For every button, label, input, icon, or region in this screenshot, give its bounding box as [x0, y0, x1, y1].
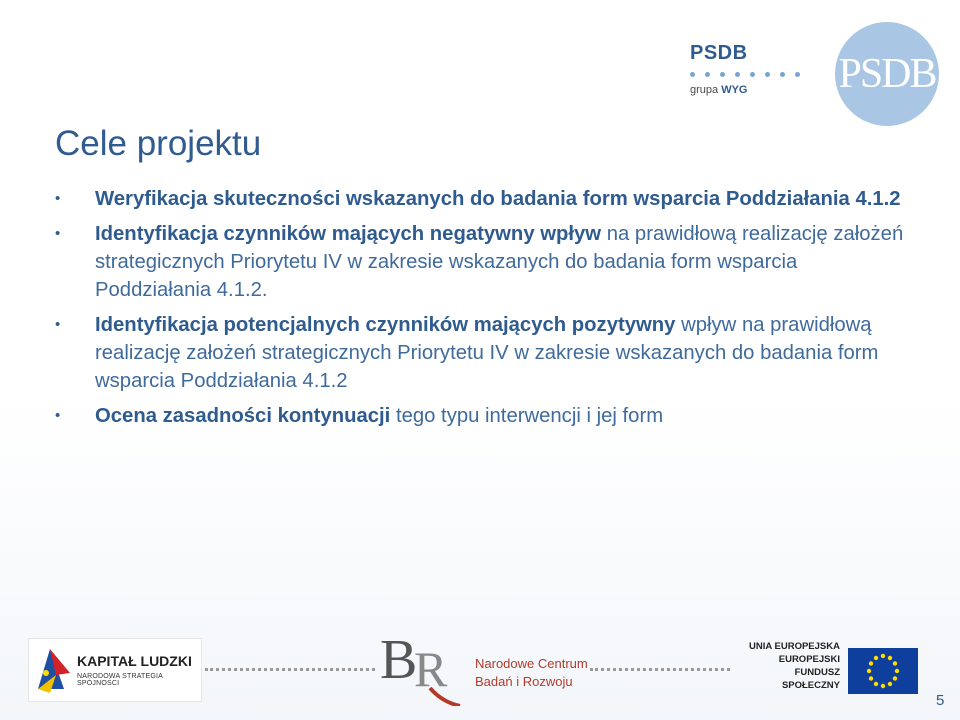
ncbr-logo: [380, 628, 590, 708]
ncbr-name-line1: Narodowe Centrum: [475, 656, 588, 671]
psdb-logo-group: [690, 84, 747, 96]
eu-stars-icon: [848, 648, 918, 694]
bullet-list: [55, 185, 905, 437]
bullet-dot-icon: •: [55, 190, 61, 207]
bullet-text: wpływ na prawidłową realizację założeń strategicznych Priorytetu IV w zakresie wskazanych do badania form wsparcia Poddziałania 4.1.2: [95, 314, 879, 392]
eu-label-line1: UNIA EUROPEJSKA: [749, 641, 840, 652]
slide-title: Cele projektu: [55, 124, 262, 163]
bullet-item: [55, 311, 905, 395]
bullet-bold-text: Weryfikacja skuteczności wskazanych do badania form wsparcia Poddziałania 4.1.2: [95, 188, 901, 210]
page-number: 5: [936, 692, 945, 709]
bullet-dot-icon: •: [55, 316, 61, 333]
bullet-item: [55, 402, 905, 430]
eu-label-line3: FUNDUSZ SPOŁECZNY: [781, 667, 840, 691]
psdb-logo: [690, 22, 940, 132]
psdb-circle-text: PSDB: [838, 51, 936, 97]
psdb-logo-text: PSDB: [690, 42, 748, 64]
bullet-dot-icon: •: [55, 225, 61, 242]
ncbr-mark-icon: [380, 628, 470, 706]
ncbr-name-line2: Badań i Rozwoju: [475, 674, 573, 689]
bullet-item: [55, 220, 905, 304]
psdb-logo-dots: [690, 72, 820, 80]
bullet-item: [55, 185, 905, 213]
bullet-bold-text: Identyfikacja potencjalnych czynników mających pozytywny: [95, 314, 676, 336]
bullet-bold-text: Ocena zasadności kontynuacji: [95, 405, 391, 427]
kapital-ludzki-title: KAPITAŁ LUDZKI: [77, 653, 192, 669]
kapital-ludzki-logo: [28, 638, 202, 702]
footer-dots-divider: [205, 668, 375, 675]
bullet-text: tego typu interwencji i jej form: [390, 405, 664, 427]
eu-fund-label: [738, 640, 840, 692]
psdb-group-prefix: grupa: [690, 84, 719, 96]
bullet-bold-text: Identyfikacja czynników mających negatywny wpływ: [95, 223, 602, 245]
psdb-group-name: WYG: [721, 84, 748, 96]
psdb-circle-logo: [835, 22, 939, 126]
eu-flag-icon: [848, 648, 918, 694]
kapital-ludzki-emblem-icon: [34, 645, 74, 695]
svg-text:R: R: [414, 641, 448, 697]
bullet-text: na prawidłową realizację założeń strategicznych Priorytetu IV w zakresie wskazanych do badania form wsparcia Poddziałania 4.1.2.: [95, 223, 904, 301]
kapital-ludzki-subtitle: NARODOWA STRATEGIA SPÓJNOŚCI: [77, 673, 163, 687]
eu-label-line2: EUROPEJSKI: [778, 654, 840, 665]
bullet-dot-icon: •: [55, 407, 61, 424]
footer-dots-divider: [590, 668, 730, 675]
svg-text:B: B: [380, 629, 418, 691]
footer: [0, 620, 960, 720]
